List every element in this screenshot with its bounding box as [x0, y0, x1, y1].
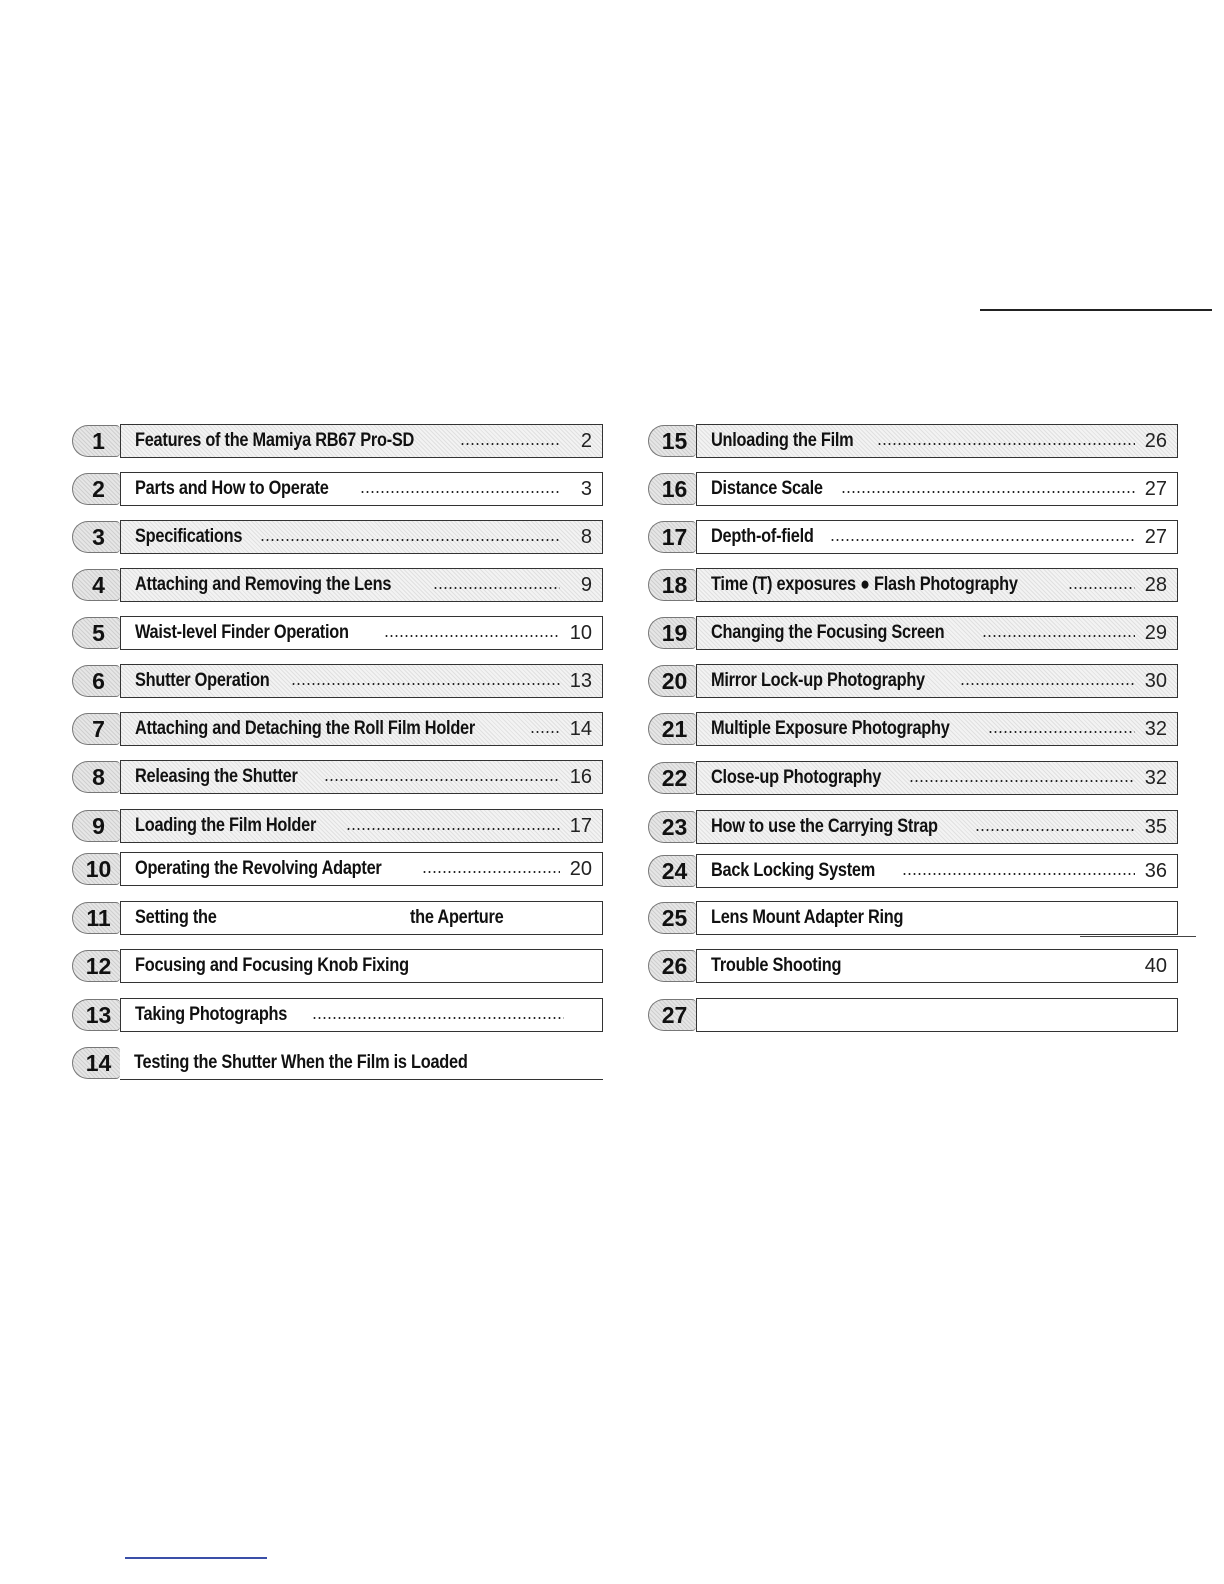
chapter-number: 6	[72, 665, 120, 697]
chapter-title: Unloading the Film	[711, 430, 854, 451]
toc-entry-3[interactable]	[72, 519, 603, 555]
page-number: 9	[580, 573, 592, 596]
header-rule	[980, 309, 1212, 311]
entry-box	[696, 854, 1178, 888]
page-number: 20	[569, 857, 592, 880]
entry-box	[696, 568, 1178, 602]
chapter-number: 4	[72, 569, 120, 601]
entry-box	[120, 998, 603, 1032]
toc-entry-19[interactable]	[648, 615, 1178, 651]
entry-box	[696, 810, 1178, 844]
page-number: 36	[1144, 859, 1167, 882]
entry-box	[120, 901, 603, 935]
leader-dots	[346, 828, 560, 830]
chapter-number: 24	[648, 855, 696, 887]
chapter-title: How to use the Carrying Strap	[711, 816, 938, 837]
chapter-number: 14	[72, 1047, 120, 1079]
chapter-number: 10	[72, 853, 120, 885]
entry-box	[120, 472, 603, 506]
chapter-title: Releasing the Shutter	[135, 766, 298, 787]
chapter-number: 12	[72, 950, 120, 982]
leader-dots	[360, 491, 560, 493]
entry-box	[120, 616, 603, 650]
toc-entry-5[interactable]	[72, 615, 603, 651]
chapter-title: Waist-level Finder Operation	[135, 622, 349, 643]
page-number: 10	[569, 621, 592, 644]
toc-entry-8[interactable]	[72, 759, 603, 795]
leader-dots	[830, 539, 1135, 541]
page-number: 35	[1144, 815, 1167, 838]
toc-entry-17[interactable]	[648, 519, 1178, 555]
toc-entry-16[interactable]	[648, 471, 1178, 507]
chapter-title-continued: the Aperture	[409, 907, 504, 928]
toc-entry-10[interactable]	[72, 851, 603, 887]
leader-dots	[530, 731, 560, 733]
entry-box	[120, 760, 603, 794]
leader-dots	[1068, 587, 1135, 589]
entry-box	[120, 809, 603, 843]
page-number: 27	[1144, 477, 1167, 500]
chapter-number: 3	[72, 521, 120, 553]
toc-entry-21[interactable]	[648, 711, 1178, 747]
chapter-number: 9	[72, 810, 120, 842]
page-number: 32	[1144, 766, 1167, 789]
entry-box	[696, 616, 1178, 650]
toc-entry-25[interactable]	[648, 900, 1178, 936]
leader-dots	[975, 829, 1135, 831]
chapter-number: 11	[72, 902, 120, 934]
leader-dots	[384, 635, 561, 637]
chapter-number: 19	[648, 617, 696, 649]
chapter-title: Trouble Shooting	[711, 955, 842, 976]
toc-entry-20[interactable]	[648, 663, 1178, 699]
chapter-number: 15	[648, 425, 696, 457]
entry-box	[696, 472, 1178, 506]
toc-entry-7[interactable]	[72, 711, 603, 747]
page-number: 3	[580, 477, 592, 500]
chapter-number: 1	[72, 425, 120, 457]
chapter-title: Distance Scale	[711, 478, 823, 499]
toc-entry-26[interactable]	[648, 948, 1178, 984]
toc-entry-18[interactable]	[648, 567, 1178, 603]
leader-dots	[960, 683, 1135, 685]
chapter-title: Shutter Operation	[135, 670, 270, 691]
leader-dots	[982, 635, 1135, 637]
page-number: 13	[569, 669, 592, 692]
chapter-title: Changing the Focusing Screen	[711, 622, 945, 643]
chapter-title: Specifications	[135, 526, 243, 547]
entry-box	[120, 949, 603, 983]
chapter-title: Mirror Lock-up Photography	[711, 670, 925, 691]
leader-dots	[988, 731, 1135, 733]
entry-box	[120, 1046, 603, 1080]
entry-box	[120, 568, 603, 602]
entry-box	[120, 852, 603, 886]
toc-entry-1[interactable]	[72, 423, 603, 459]
chapter-number: 2	[72, 473, 120, 505]
toc-entry-14[interactable]	[72, 1045, 603, 1081]
chapter-title: Parts and How to Operate	[135, 478, 329, 499]
chapter-number: 7	[72, 713, 120, 745]
toc-entry-2[interactable]	[72, 471, 603, 507]
toc-entry-27[interactable]	[648, 997, 1178, 1033]
toc-entry-12[interactable]	[72, 948, 603, 984]
chapter-title: Taking Photographs	[135, 1004, 288, 1025]
leader-dots	[312, 1017, 564, 1019]
stray-rule	[1080, 936, 1196, 937]
toc-entry-6[interactable]	[72, 663, 603, 699]
leader-dots	[260, 539, 560, 541]
entry-box	[120, 424, 603, 458]
chapter-number: 23	[648, 811, 696, 843]
chapter-number: 26	[648, 950, 696, 982]
chapter-number: 20	[648, 665, 696, 697]
chapter-title: Time (T) exposures ● Flash Photography	[711, 574, 1018, 595]
chapter-title: Setting the	[135, 907, 217, 928]
toc-entry-22[interactable]	[648, 760, 1178, 796]
chapter-title: Back Locking System	[711, 860, 876, 881]
page-number: 14	[569, 717, 592, 740]
toc-entry-13[interactable]	[72, 997, 603, 1033]
toc-entry-11[interactable]	[72, 900, 603, 936]
chapter-title: Lens Mount Adapter Ring	[711, 907, 904, 928]
chapter-title: Close-up Photography	[711, 767, 882, 788]
entry-box	[696, 424, 1178, 458]
toc-entry-15[interactable]	[648, 423, 1178, 459]
chapter-number: 16	[648, 473, 696, 505]
leader-dots	[433, 587, 560, 589]
chapter-number: 13	[72, 999, 120, 1031]
chapter-title: Testing the Shutter When the Film is Loaded	[134, 1051, 468, 1073]
page-number: 2	[580, 429, 592, 452]
page-number: 40	[1144, 954, 1167, 977]
page-number: 17	[569, 814, 592, 837]
chapter-title: Attaching and Detaching the Roll Film Holder	[135, 718, 475, 739]
chapter-number: 22	[648, 762, 696, 794]
leader-dots	[877, 443, 1135, 445]
leader-dots	[841, 491, 1135, 493]
chapter-title: Operating the Revolving Adapter	[135, 858, 382, 879]
chapter-title: Multiple Exposure Photography	[711, 718, 950, 739]
leader-dots	[909, 780, 1135, 782]
entry-box	[120, 664, 603, 698]
leader-dots	[902, 873, 1135, 875]
entry-box	[120, 520, 603, 554]
page-number: 30	[1144, 669, 1167, 692]
toc-entry-9[interactable]	[72, 808, 603, 844]
chapter-number: 5	[72, 617, 120, 649]
chapter-title: Attaching and Removing the Lens	[135, 574, 392, 595]
page-number: 27	[1144, 525, 1167, 548]
footer-rule	[125, 1557, 267, 1559]
chapter-number: 25	[648, 902, 696, 934]
toc-entry-23[interactable]	[648, 809, 1178, 845]
leader-dots	[324, 779, 560, 781]
chapter-number: 17	[648, 521, 696, 553]
page-number: 28	[1144, 573, 1167, 596]
chapter-title: Depth-of-field	[711, 526, 814, 547]
toc-entry-4[interactable]	[72, 567, 603, 603]
entry-box	[696, 520, 1178, 554]
entry-box	[696, 664, 1178, 698]
chapter-number: 18	[648, 569, 696, 601]
chapter-title: Focusing and Focusing Knob Fixing	[135, 955, 409, 976]
chapter-number: 8	[72, 761, 120, 793]
entry-box	[120, 712, 603, 746]
entry-box	[696, 712, 1178, 746]
chapter-number: 27	[648, 999, 696, 1031]
leader-dots	[460, 443, 561, 445]
chapter-title: Loading the Film Holder	[135, 815, 317, 836]
page-number: 8	[580, 525, 592, 548]
page-number: 26	[1144, 429, 1167, 452]
chapter-title: Features of the Mamiya RB67 Pro-SD	[135, 430, 415, 451]
entry-box	[696, 998, 1178, 1032]
leader-dots	[422, 871, 560, 873]
entry-box	[696, 761, 1178, 795]
page-number: 32	[1144, 717, 1167, 740]
chapter-number: 21	[648, 713, 696, 745]
leader-dots	[291, 683, 560, 685]
entry-box	[696, 901, 1178, 935]
entry-box	[696, 949, 1178, 983]
page-number: 29	[1144, 621, 1167, 644]
toc-entry-24[interactable]	[648, 853, 1178, 889]
page-number: 16	[569, 765, 592, 788]
